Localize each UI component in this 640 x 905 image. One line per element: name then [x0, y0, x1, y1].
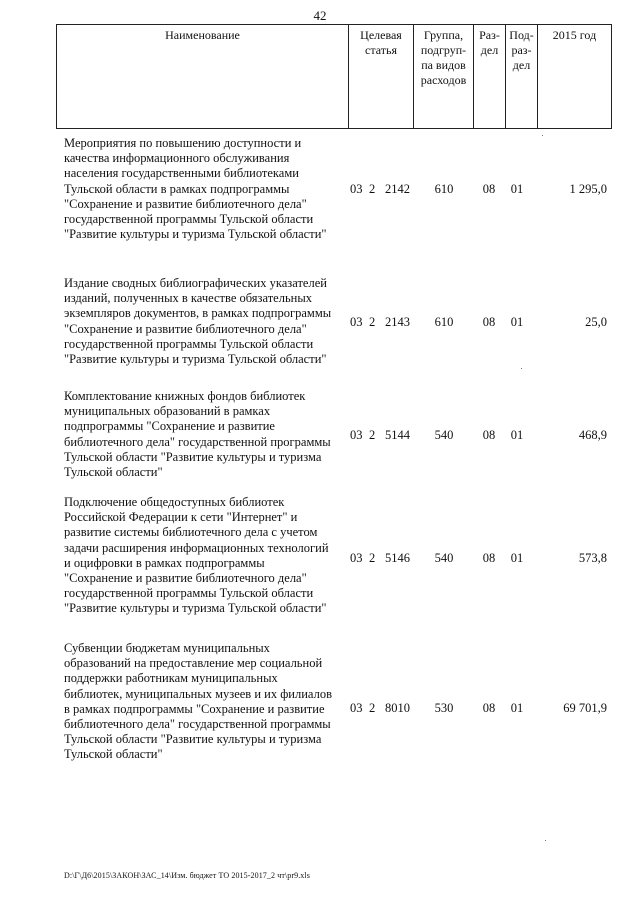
row-name-line: Тульской области"	[64, 465, 163, 480]
row-program: 03	[350, 315, 363, 329]
header-year: 2015 год	[538, 25, 612, 129]
row-section: 08	[482, 182, 496, 196]
header-target-line: статья	[365, 43, 397, 57]
row-name-line: "Сохранение и развитие библиотечного дела"	[64, 321, 307, 336]
row-group: 530	[434, 701, 454, 715]
row-subprogram: 2	[369, 551, 376, 565]
header-name: Наименование	[57, 25, 349, 129]
header-section-line: дел	[480, 43, 499, 57]
row-amount: 468,9	[578, 428, 607, 442]
row-code: 5146	[385, 551, 410, 565]
header-group-line: Группа,	[423, 28, 464, 42]
row-name-line: "Развитие культуры и туризма Тульской области"	[64, 352, 327, 367]
row-name-line: населения государственными библиотеками	[64, 166, 299, 181]
row-name-line: экземпляров документов, в рамках подпрограммы	[64, 306, 332, 321]
row-name-line: Российской Федерации к сети "Интернет" и	[64, 510, 298, 525]
row-program: 03	[350, 701, 363, 715]
row-group: 610	[434, 315, 454, 329]
header-group-line: расходов	[420, 73, 467, 87]
row-name	[64, 641, 346, 763]
row-name-line: Субвенции бюджетам муниципальных	[64, 641, 270, 655]
row-group: 540	[434, 428, 454, 442]
row-name-line: библиотечного дела" государственной программы	[64, 717, 331, 732]
row-name-line: Подключение общедоступных библиотек	[64, 495, 285, 509]
row-group: 540	[434, 551, 454, 565]
row-name-line: муниципальных образований в рамках	[64, 404, 271, 419]
row-name-line: поддержки работникам муниципальных	[64, 671, 278, 686]
header-target-article	[349, 25, 414, 129]
row-subsection: 01	[510, 701, 524, 715]
row-name-line: библиотечного дела" государственной программы	[64, 434, 331, 449]
row-section: 08	[482, 701, 496, 715]
row-amount: 573,8	[578, 551, 607, 565]
row-section: 08	[482, 551, 496, 565]
row-name	[64, 495, 346, 617]
header-section	[474, 25, 506, 129]
row-name-line: государственной программы Тульской области	[64, 586, 314, 601]
row-name	[64, 276, 346, 367]
row-program: 03	[350, 182, 363, 196]
header-subsection-line: раз-	[511, 43, 532, 57]
scan-speck	[545, 840, 546, 841]
row-subsection: 01	[510, 428, 524, 442]
row-name-line: "Сохранение и развитие библиотечного дела"	[64, 196, 307, 211]
row-name	[64, 136, 346, 242]
row-section: 08	[482, 428, 496, 442]
row-name-line: Тульской области в рамках подпрограммы	[64, 181, 290, 196]
row-amount: 69 701,9	[563, 701, 607, 715]
row-program: 03	[350, 428, 363, 442]
row-name-line: Тульской области "Развитие культуры и туризма	[64, 732, 322, 747]
row-subprogram: 2	[369, 315, 376, 329]
scan-speck	[521, 368, 522, 369]
row-group: 610	[434, 182, 454, 196]
row-name-line: Мероприятия по повышению доступности и	[64, 136, 302, 150]
row-name	[64, 389, 346, 480]
row-subsection: 01	[510, 315, 524, 329]
header-expense-group	[414, 25, 474, 129]
row-section: 08	[482, 315, 496, 329]
file-path-footer: D:\Г\Д6\2015\ЗАКОН\ЗАС_14\Изм. бюджет ТО 2015-2017_2 чт\pr9.xls	[64, 871, 310, 880]
row-subprogram: 2	[369, 182, 376, 196]
header-subsection-line: Под-	[509, 28, 534, 42]
row-name-line: государственной программы Тульской области	[64, 212, 314, 227]
row-name-line: и оцифровки в рамках подпрограммы	[64, 555, 265, 570]
row-amount: 1 295,0	[569, 182, 607, 196]
row-program: 03	[350, 551, 363, 565]
row-code: 8010	[385, 701, 410, 715]
row-name-line: развитие системы библиотечного дела с учетом	[64, 525, 318, 540]
row-subsection: 01	[510, 182, 524, 196]
scan-speck	[542, 135, 543, 136]
row-code: 2142	[385, 182, 410, 196]
row-subprogram: 2	[369, 428, 376, 442]
row-name-line: подпрограммы "Сохранение и развитие	[64, 419, 275, 434]
row-code: 2143	[385, 315, 410, 329]
row-name-line: Тульской области "Развитие культуры и туризма	[64, 449, 322, 464]
row-name-line: библиотек, муниципальных музеев и их филиалов	[64, 686, 332, 701]
row-amount: 25,0	[585, 315, 607, 329]
header-subsection-line: дел	[512, 58, 531, 72]
header-group-line: па видов	[421, 58, 466, 72]
row-name-line: образований на предоставление мер социальной	[64, 656, 323, 671]
row-name-line: Комплектование книжных фондов библиотек	[64, 389, 306, 403]
row-name-line: Тульской области"	[64, 747, 163, 762]
row-name-line: задачи расширения информационных технологий	[64, 540, 329, 555]
header-section-line: Раз-	[479, 28, 500, 42]
row-code: 5144	[385, 428, 410, 442]
header-target-line: Целевая	[360, 28, 402, 42]
row-name-line: Издание сводных библиографических указателей	[64, 276, 327, 290]
row-name-line: "Развитие культуры и туризма Тульской области"	[64, 601, 327, 616]
header-group-line: подгруп-	[420, 43, 467, 57]
page-number: 42	[313, 8, 327, 23]
row-name-line: в рамках подпрограммы "Сохранение и развитие	[64, 701, 325, 716]
row-name-line: "Развитие культуры и туризма Тульской области"	[64, 227, 327, 242]
table-header	[56, 24, 612, 129]
row-name-line: изданий, полученных в качестве обязательных	[64, 291, 312, 306]
row-subprogram: 2	[369, 701, 376, 715]
header-subsection	[506, 25, 538, 129]
row-name-line: государственной программы Тульской области	[64, 336, 314, 351]
row-name-line: качества информационного обслуживания	[64, 151, 290, 166]
row-name-line: "Сохранение и развитие библиотечного дела"	[64, 571, 307, 586]
row-subsection: 01	[510, 551, 524, 565]
